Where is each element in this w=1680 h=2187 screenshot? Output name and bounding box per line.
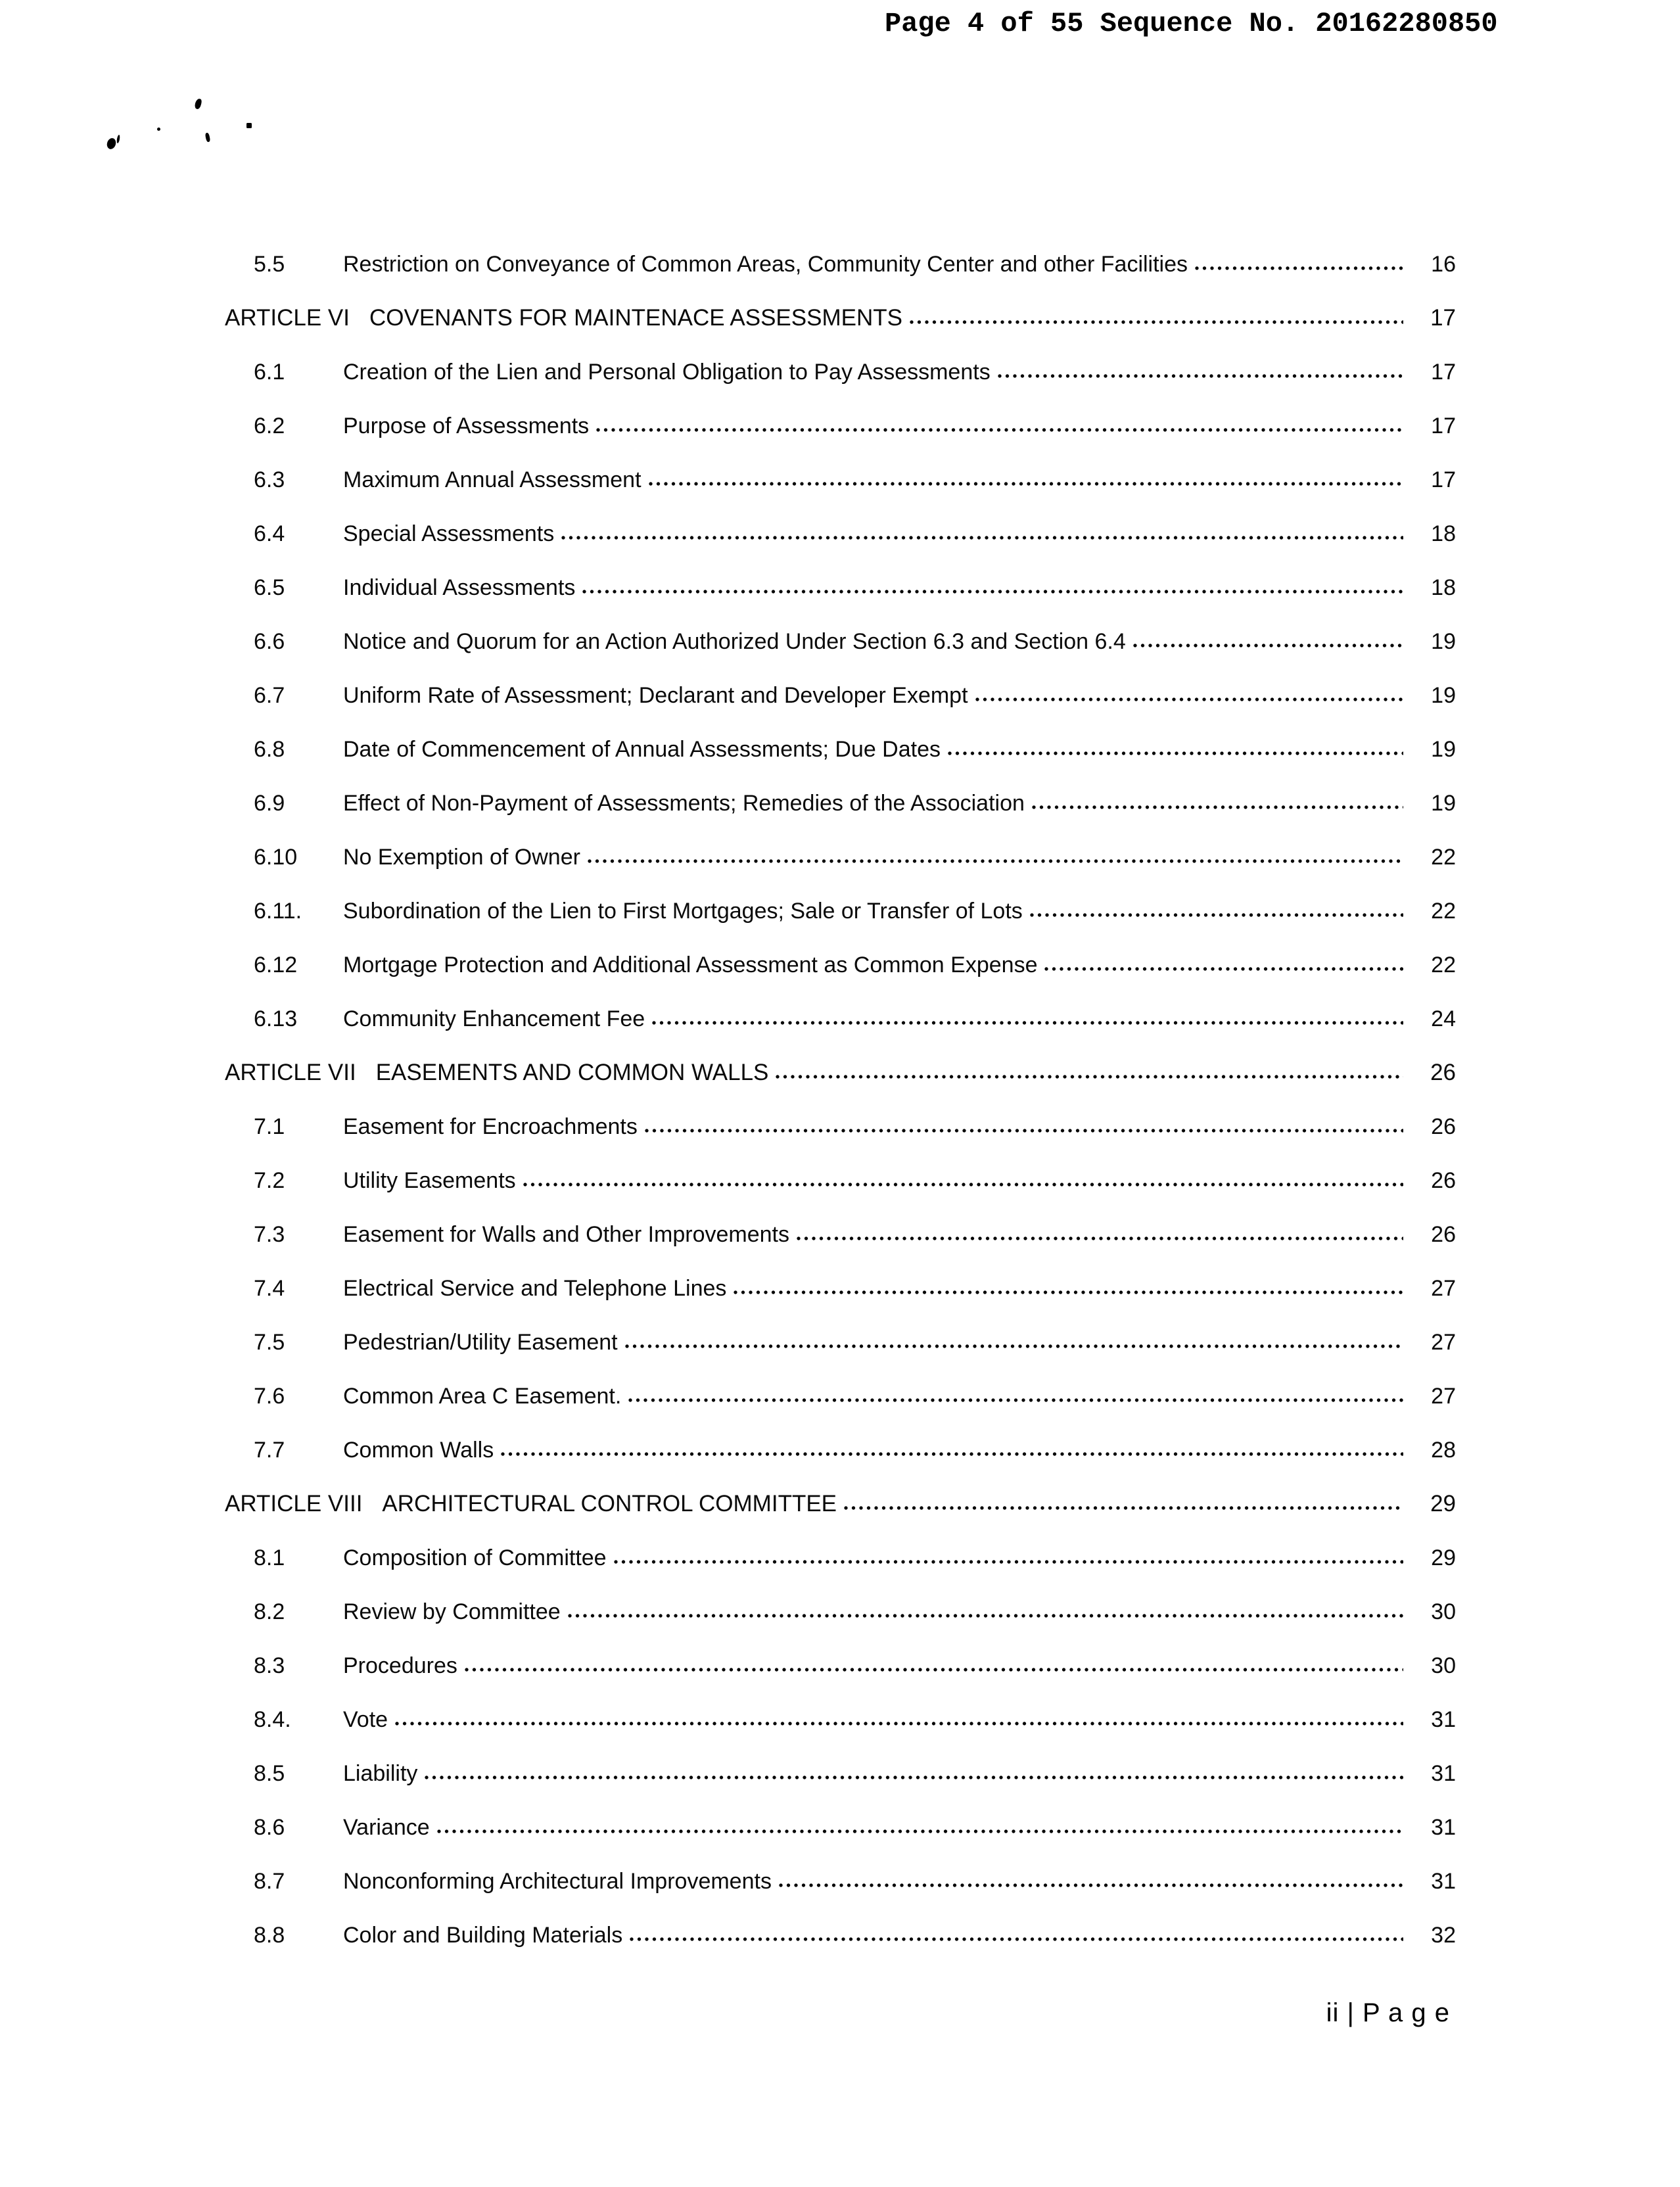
toc-entry-title: Purpose of Assessments: [343, 413, 590, 438]
toc-entry-title: Mortgage Protection and Additional Assessment as Common Expense: [343, 952, 1038, 977]
dot-leader: [775, 1073, 1403, 1080]
toc-entry-title: ARCHITECTURAL CONTROL COMMITTEE: [382, 1491, 837, 1517]
toc-entry: [225, 1531, 1456, 1585]
toc-entry-title: Notice and Quorum for an Action Authorized Under Section 6.3 and Section 6.4: [343, 629, 1126, 654]
toc-entry-title: Subordination of the Lien to First Mortgages; Sale or Transfer of Lots: [343, 899, 1023, 924]
toc-entry-title: EASEMENTS AND COMMON WALLS: [375, 1060, 769, 1085]
toc-entry-number: 7.7: [254, 1438, 285, 1463]
dot-leader: [909, 319, 1403, 325]
toc-entry: [225, 669, 1456, 722]
toc-entry-number: 5.5: [254, 252, 285, 277]
toc-entry: [225, 1100, 1456, 1154]
toc-entry-number: 8.4.: [254, 1707, 291, 1732]
toc-entry-page: 27: [1431, 1276, 1456, 1301]
dot-leader: [648, 481, 1403, 487]
toc-entry-title: Restriction on Conveyance of Common Areas, Community Center and other Facilities: [343, 252, 1188, 277]
toc-entry-number: 6.3: [254, 467, 285, 492]
toc-entry-page: 19: [1431, 737, 1456, 762]
toc-entry-title: Community Enhancement Fee: [343, 1006, 645, 1031]
toc-entry-page: 24: [1431, 1006, 1456, 1031]
toc-entry-title: Liability: [343, 1761, 418, 1786]
toc-entry-page: 26: [1430, 1060, 1456, 1085]
dot-leader: [561, 534, 1403, 541]
toc-entry-number: 6.6: [254, 629, 285, 654]
toc-entry-number: 6.5: [254, 575, 285, 600]
toc-entry-title: Review by Committee: [343, 1599, 561, 1624]
toc-entry: [225, 1315, 1456, 1369]
toc-entry-title: Utility Easements: [343, 1168, 516, 1193]
dot-leader: [394, 1720, 1403, 1727]
toc-entry-page: 18: [1431, 521, 1456, 546]
toc-entry-page: 17: [1431, 413, 1456, 438]
toc-entry-number: 7.6: [254, 1384, 285, 1409]
toc-entry: [225, 507, 1456, 561]
toc-entry-number: 8.7: [254, 1869, 285, 1894]
toc-entry-number: 7.2: [254, 1168, 285, 1193]
toc-entry-page: 26: [1431, 1168, 1456, 1193]
toc-entry-title: Procedures: [343, 1653, 457, 1678]
toc-entry-page: 17: [1431, 360, 1456, 385]
toc-entry-number: 8.2: [254, 1599, 285, 1624]
toc-entry-page: 17: [1430, 305, 1456, 331]
toc-entry: [225, 992, 1456, 1046]
toc-entry-number: 6.12: [254, 952, 298, 977]
dot-leader: [595, 427, 1403, 433]
dot-leader: [778, 1882, 1403, 1889]
toc-entry-title: Date of Commencement of Annual Assessments; Due Dates: [343, 737, 941, 762]
scan-speck: [106, 137, 118, 150]
toc-entry-title: Common Walls: [343, 1438, 494, 1463]
page-footer: ii | P a g e: [1326, 1998, 1450, 2027]
toc-entry-title: Creation of the Lien and Personal Obligation to Pay Assessments: [343, 360, 991, 385]
toc-entry-number: 8.5: [254, 1761, 285, 1786]
toc-entry-title: Nonconforming Architectural Improvements: [343, 1869, 772, 1894]
dot-leader: [644, 1127, 1403, 1134]
toc-entry-number: 8.3: [254, 1653, 285, 1678]
toc-entry-title: Effect of Non-Payment of Assessments; Remedies of the Association: [343, 791, 1025, 816]
toc-entry: [225, 345, 1456, 399]
toc-article-label: ARTICLE VIII: [225, 1491, 363, 1517]
toc-entry-number: 6.1: [254, 360, 285, 385]
toc-entry: [225, 1046, 1456, 1100]
toc-entry-page: 31: [1431, 1761, 1456, 1786]
toc-entry: [225, 561, 1456, 615]
toc-entry-number: 6.4: [254, 521, 285, 546]
toc-entry: [225, 1423, 1456, 1477]
toc-entry-page: 18: [1431, 575, 1456, 600]
toc-entry: [225, 776, 1456, 830]
toc-entry: [225, 1800, 1456, 1854]
toc-entry: [225, 830, 1456, 884]
toc-entry-number: 8.8: [254, 1923, 285, 1948]
dot-leader: [651, 1020, 1403, 1026]
toc-entry-page: 22: [1431, 899, 1456, 924]
toc-entry-page: 19: [1431, 629, 1456, 654]
toc-entry-title: Vote: [343, 1707, 388, 1732]
toc-entry: [225, 1639, 1456, 1693]
toc-entry-title: Pedestrian/Utility Easement: [343, 1330, 618, 1355]
scan-speck: [157, 128, 160, 131]
toc-entry-number: 7.1: [254, 1114, 285, 1139]
toc-entry-number: 6.9: [254, 791, 285, 816]
toc-entry: [225, 1585, 1456, 1639]
toc-list: [0, 237, 1680, 1962]
scan-speck: [205, 133, 211, 143]
toc-entry-number: 7.3: [254, 1222, 285, 1247]
toc-entry-title: Color and Building Materials: [343, 1923, 623, 1948]
toc-entry-page: 19: [1431, 683, 1456, 708]
dot-leader: [1029, 912, 1403, 918]
dot-leader: [629, 1936, 1403, 1942]
dot-leader: [587, 858, 1403, 864]
dot-leader: [424, 1774, 1403, 1781]
toc-entry-number: 7.5: [254, 1330, 285, 1355]
dot-leader: [975, 696, 1403, 703]
toc-entry: [225, 1208, 1456, 1261]
toc-entry: [225, 884, 1456, 938]
toc-entry-title: Easement for Walls and Other Improvements: [343, 1222, 790, 1247]
dot-leader: [567, 1612, 1403, 1619]
toc-entry-number: 6.10: [254, 845, 298, 870]
toc-entry: [225, 237, 1456, 291]
dot-leader: [628, 1397, 1403, 1403]
toc-entry-page: 16: [1431, 252, 1456, 277]
toc-entry-page: 26: [1431, 1222, 1456, 1247]
toc-entry-number: 6.8: [254, 737, 285, 762]
toc-entry-title: Composition of Committee: [343, 1545, 607, 1570]
toc-entry-page: 26: [1431, 1114, 1456, 1139]
toc-entry-number: 6.11.: [254, 899, 302, 924]
toc-entry-page: 30: [1431, 1599, 1456, 1624]
toc-entry: [225, 1693, 1456, 1747]
toc-entry-page: 27: [1431, 1330, 1456, 1355]
scan-speck: [194, 98, 202, 110]
page-header-stamp: Page 4 of 55 Sequence No. 20162280850: [885, 8, 1498, 39]
dot-leader: [733, 1289, 1403, 1296]
toc-entry-title: Easement for Encroachments: [343, 1114, 638, 1139]
toc-entry: [225, 938, 1456, 992]
toc-entry-title: Maximum Annual Assessment: [343, 467, 642, 492]
toc-entry: [225, 399, 1456, 453]
dot-leader: [843, 1505, 1403, 1511]
toc-entry-page: 27: [1431, 1384, 1456, 1409]
toc-entry-page: 31: [1431, 1707, 1456, 1732]
toc-entry-page: 30: [1431, 1653, 1456, 1678]
dot-leader: [582, 588, 1403, 595]
toc-entry-title: Uniform Rate of Assessment; Declarant and Developer Exempt: [343, 683, 968, 708]
toc-entry-page: 19: [1431, 791, 1456, 816]
toc-entry-page: 17: [1431, 467, 1456, 492]
dot-leader: [1194, 265, 1403, 271]
toc-entry-title: Variance: [343, 1815, 430, 1840]
toc-entry-number: 8.6: [254, 1815, 285, 1840]
scan-speck: [116, 135, 120, 143]
toc-article-label: ARTICLE VII: [225, 1060, 356, 1085]
toc-entry: [225, 453, 1456, 507]
toc-entry: [225, 1747, 1456, 1800]
toc-entry-page: 31: [1431, 1869, 1456, 1894]
toc-entry-title: Electrical Service and Telephone Lines: [343, 1276, 727, 1301]
dot-leader: [1132, 642, 1403, 649]
toc-entry-title: Common Area C Easement.: [343, 1384, 622, 1409]
dot-leader: [436, 1828, 1403, 1835]
toc-entry-page: 22: [1431, 952, 1456, 977]
dot-leader: [947, 750, 1403, 757]
toc-entry: [225, 1477, 1456, 1531]
toc-entry-title: Individual Assessments: [343, 575, 576, 600]
scan-speck: [246, 123, 252, 128]
toc-entry: [225, 291, 1456, 345]
toc-entry-number: 6.7: [254, 683, 285, 708]
toc-entry: [225, 1261, 1456, 1315]
toc-entry: [225, 1154, 1456, 1208]
toc-entry-page: 31: [1431, 1815, 1456, 1840]
dot-leader: [796, 1235, 1403, 1242]
toc-entry: [225, 1854, 1456, 1908]
dot-leader: [500, 1451, 1403, 1457]
toc-entry-title: Special Assessments: [343, 521, 555, 546]
dot-leader: [1044, 966, 1403, 972]
toc-entry-number: 6.2: [254, 413, 285, 438]
dot-leader: [1031, 804, 1403, 811]
toc-entry-number: 8.1: [254, 1545, 285, 1570]
dot-leader: [997, 373, 1403, 379]
toc-entry-page: 28: [1431, 1438, 1456, 1463]
toc-entry-number: 6.13: [254, 1006, 298, 1031]
toc-entry-page: 22: [1431, 845, 1456, 870]
toc-entry: [225, 722, 1456, 776]
toc-entry: [225, 1369, 1456, 1423]
toc-entry-page: 29: [1430, 1491, 1456, 1517]
dot-leader: [624, 1343, 1403, 1350]
toc-entry-number: 7.4: [254, 1276, 285, 1301]
toc-entry: [225, 615, 1456, 669]
toc-entry-title: COVENANTS FOR MAINTENACE ASSESSMENTS: [369, 305, 902, 331]
toc-article-label: ARTICLE VI: [225, 305, 350, 331]
toc-entry-page: 29: [1431, 1545, 1456, 1570]
toc-entry: [225, 1908, 1456, 1962]
dot-leader: [523, 1181, 1403, 1188]
dot-leader: [613, 1559, 1403, 1565]
dot-leader: [464, 1666, 1403, 1673]
toc-entry-title: No Exemption of Owner: [343, 845, 580, 870]
toc-entry-page: 32: [1431, 1923, 1456, 1948]
